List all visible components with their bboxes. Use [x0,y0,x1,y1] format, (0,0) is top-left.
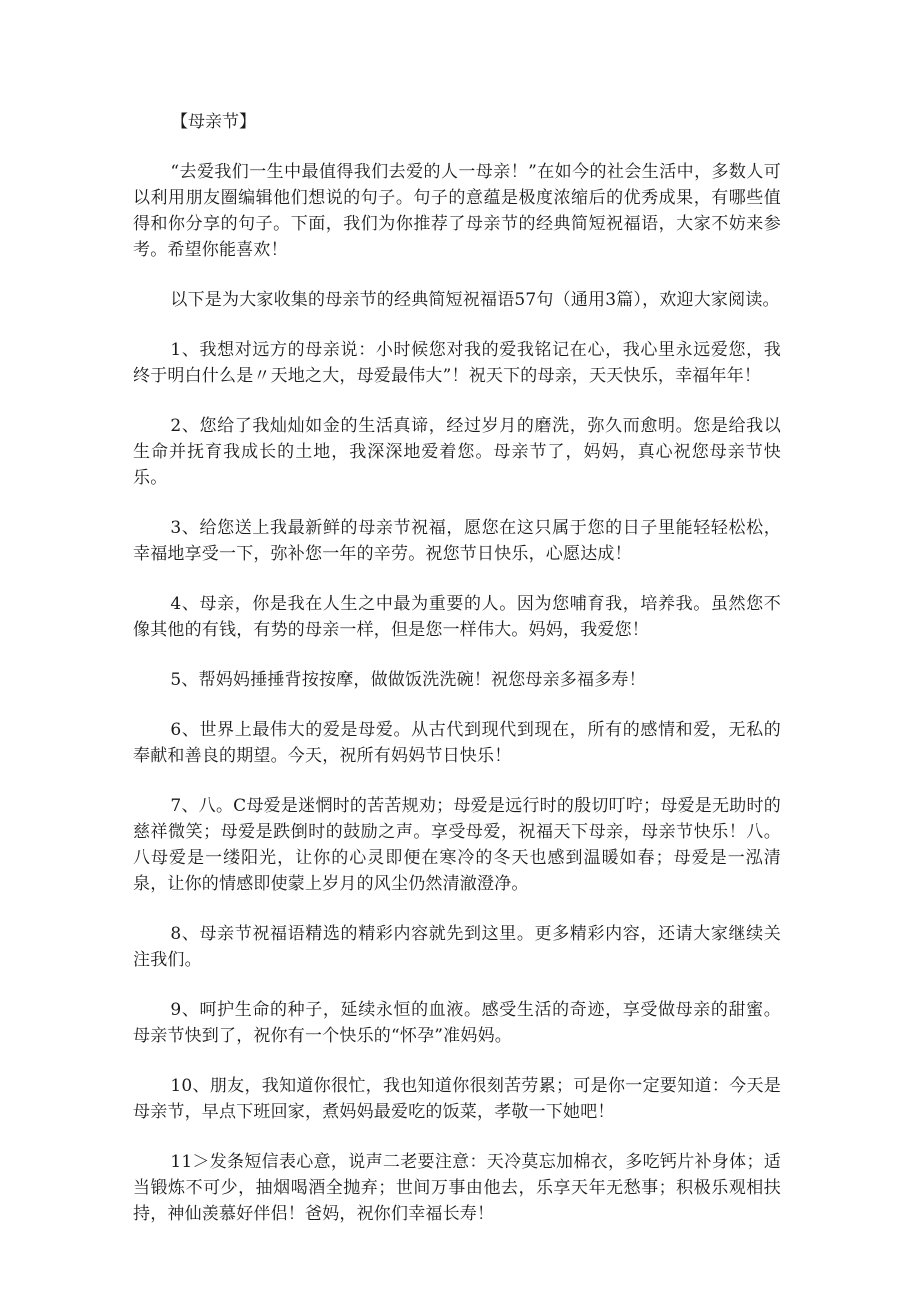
greeting-item-8: 8、母亲节祝福语精选的精彩内容就先到这里。更多精彩内容，还请大家继续关注我们。 [133,924,781,970]
greeting-item-2: 2、您给了我灿灿如金的生活真谛，经过岁月的磨洗，弥久而愈明。您是给我以生命并抚育我成长的土地，我深深地爱着您。母亲节了，妈妈，真心祝您母亲节快乐。 [133,416,781,488]
collection-note-paragraph: 以下是为大家收集的母亲节的经典简短祝福语57句（通用3篇），欢迎大家阅读。 [170,290,780,310]
greeting-item-10: 10、朋友，我知道你很忙，我也知道你很刻苦劳累；可是你一定要知道：今天是母亲节，早点下班回家，煮妈妈最爱吃的饭菜，孝敬一下她吧！ [133,1076,781,1122]
greeting-item-1: 1、我想对远方的母亲说：小时候您对我的爱我铭记在心，我心里永远爱您，我终于明白什么是〃天地之大，母爱最伟大”！祝天下的母亲，天天快乐，幸福年年！ [133,340,781,386]
greeting-item-5: 5、帮妈妈捶捶背按按摩，做做饭洗洗碗！祝您母亲多福多寿！ [170,670,646,690]
greeting-item-3: 3、给您送上我最新鲜的母亲节祝福，愿您在这只属于您的日子里能轻轻松松，幸福地享受一下，弥补您一年的辛劳。祝您节日快乐，心愿达成！ [133,518,781,564]
document-title: 【母亲节】 [171,112,256,132]
document-body [133,159,781,1251]
greeting-item-9: 9、呵护生命的种子，延续永恒的血液。感受生活的奇迹，享受做母亲的甜蜜。母亲节快到了，祝你有一个快乐的“怀孕”准妈妈。 [133,1000,781,1046]
greeting-item-11: 11＞发条短信表心意，说声二老要注意：天冷莫忘加棉衣，多吃钙片补身体；适当锻炼不可少，抽烟喝酒全抛弃；世间万事由他去，乐享天年无愁事；积极乐观相扶持，神仙羡慕好伴侣！爸妈，祝你们幸福长寿！ [133,1152,781,1224]
intro-paragraph: “去爱我们一生中最值得我们去爱的人一母亲！”在如今的社会生活中，多数人可以利用朋友圈编辑他们想说的句子。句子的意蕴是极度浓缩后的优秀成果，有哪些值得和你分享的句子。下面，我们为你推荐了母亲节的经典简短祝福语，大家不妨来参考。希望你能喜欢！ [133,162,781,260]
greeting-item-6: 6、世界上最伟大的爱是母爱。从古代到现代到现在，所有的感情和爱，无私的奉献和善良的期望。今天，祝所有妈妈节日快乐！ [133,720,781,766]
greeting-item-4: 4、母亲，你是我在人生之中最为重要的人。因为您哺育我，培养我。虽然您不像其他的有钱，有势的母亲一样，但是您一样伟大。妈妈，我爱您！ [133,594,781,640]
greeting-item-7: 7、八。C母爱是迷惘时的苦苦规劝；母爱是远行时的殷切叮咛；母爱是无助时的慈祥微笑；母爱是跌倒时的鼓励之声。享受母爱，祝福天下母亲，母亲节快乐！八。八母爱是一缕阳光，让你的心灵即便在寒冷的冬天也感到温暖如春；母爱是一泓清泉，让你的情感即使蒙上岁月的风尘仍然清澈澄净。 [133,796,781,894]
